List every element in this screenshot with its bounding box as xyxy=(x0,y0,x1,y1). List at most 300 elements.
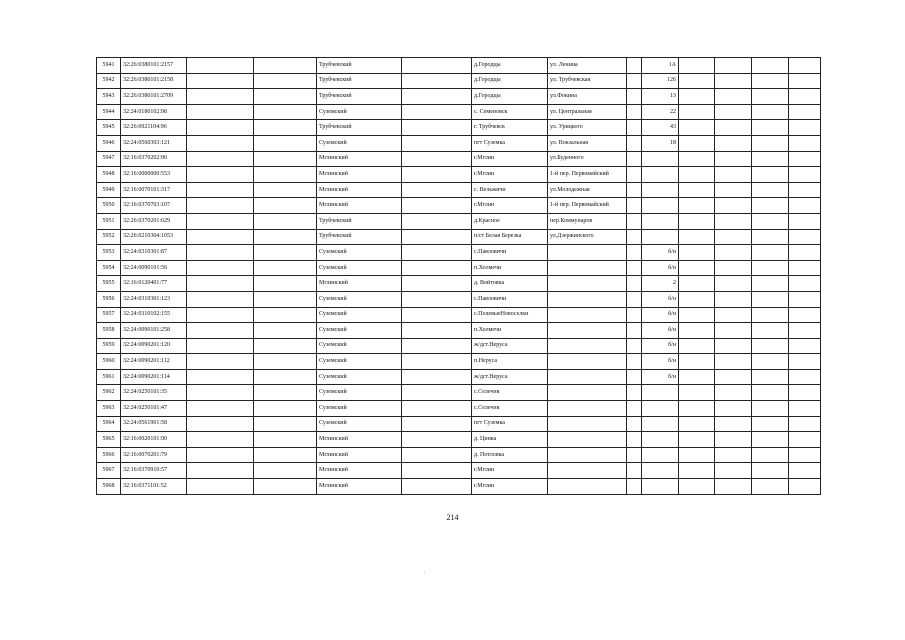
empty-cell xyxy=(789,229,821,245)
empty-cell xyxy=(402,58,472,74)
empty-cell xyxy=(789,354,821,370)
table-row xyxy=(97,291,821,307)
empty-cell xyxy=(679,73,715,89)
empty-cell xyxy=(752,104,789,120)
house-number-cell xyxy=(642,182,679,198)
district-cell: Мглинский xyxy=(317,182,402,198)
district-cell: Мглинский xyxy=(317,276,402,292)
empty-cell xyxy=(627,89,642,105)
empty-cell xyxy=(789,432,821,448)
empty-cell xyxy=(187,463,254,479)
empty-cell xyxy=(715,291,752,307)
empty-cell xyxy=(187,89,254,105)
empty-cell xyxy=(752,291,789,307)
empty-cell xyxy=(187,432,254,448)
empty-cell xyxy=(402,167,472,183)
empty-cell xyxy=(627,338,642,354)
cadastral-number-cell: 32:24:0090101:258 xyxy=(121,323,187,339)
record-number-cell: 5959 xyxy=(97,338,121,354)
empty-cell xyxy=(789,120,821,136)
empty-cell xyxy=(752,213,789,229)
empty-cell xyxy=(752,135,789,151)
empty-cell xyxy=(752,369,789,385)
empty-cell xyxy=(187,73,254,89)
locality-cell: г.Мглин xyxy=(472,479,548,495)
record-number-cell: 5944 xyxy=(97,104,121,120)
street-cell xyxy=(548,401,627,417)
house-number-cell: 13 xyxy=(642,89,679,105)
district-cell: Суземский xyxy=(317,369,402,385)
street-cell: 1-й пер. Первомайский xyxy=(548,167,627,183)
empty-cell xyxy=(254,479,317,495)
empty-cell xyxy=(789,276,821,292)
district-cell: Суземский xyxy=(317,385,402,401)
record-number-cell: 5958 xyxy=(97,323,121,339)
empty-cell xyxy=(187,245,254,261)
empty-cell xyxy=(752,89,789,105)
empty-cell xyxy=(679,135,715,151)
empty-cell xyxy=(679,120,715,136)
empty-cell xyxy=(715,104,752,120)
empty-cell xyxy=(789,260,821,276)
locality-cell: с.Павловичи xyxy=(472,291,548,307)
district-cell: Суземский xyxy=(317,104,402,120)
empty-cell xyxy=(254,229,317,245)
empty-cell xyxy=(254,463,317,479)
table-row xyxy=(97,229,821,245)
record-number-cell: 5960 xyxy=(97,354,121,370)
empty-cell xyxy=(752,73,789,89)
street-cell: ул. Вокзальная xyxy=(548,135,627,151)
empty-cell xyxy=(187,229,254,245)
empty-cell xyxy=(187,369,254,385)
empty-cell xyxy=(679,151,715,167)
empty-cell xyxy=(627,104,642,120)
district-cell: Мглинский xyxy=(317,463,402,479)
empty-cell xyxy=(254,401,317,417)
street-cell xyxy=(548,245,627,261)
district-cell: Суземский xyxy=(317,354,402,370)
empty-cell xyxy=(254,104,317,120)
empty-cell xyxy=(187,260,254,276)
table-row xyxy=(97,245,821,261)
empty-cell xyxy=(715,73,752,89)
locality-cell: д.Городцы xyxy=(472,89,548,105)
house-number-cell xyxy=(642,479,679,495)
empty-cell xyxy=(679,338,715,354)
empty-cell xyxy=(402,213,472,229)
record-number-cell: 5956 xyxy=(97,291,121,307)
locality-cell: с. Вельжичи xyxy=(472,182,548,198)
table-row xyxy=(97,167,821,183)
record-number-cell: 5966 xyxy=(97,447,121,463)
scan-artifact xyxy=(424,572,425,573)
record-number-cell: 5953 xyxy=(97,245,121,261)
locality-cell: г.Мглин xyxy=(472,463,548,479)
record-number-cell: 5964 xyxy=(97,416,121,432)
district-cell: Мглинский xyxy=(317,167,402,183)
house-number-cell xyxy=(642,447,679,463)
house-number-cell: 18 xyxy=(642,135,679,151)
empty-cell xyxy=(752,463,789,479)
empty-cell xyxy=(627,73,642,89)
empty-cell xyxy=(254,151,317,167)
cadastral-number-cell: 32:16:0370202:90 xyxy=(121,151,187,167)
cadastral-number-cell: 32:16:0371101:52 xyxy=(121,479,187,495)
empty-cell xyxy=(187,104,254,120)
table-row xyxy=(97,182,821,198)
empty-cell xyxy=(187,167,254,183)
cadastral-number-cell: 32:26:0370201:629 xyxy=(121,213,187,229)
empty-cell xyxy=(789,447,821,463)
record-number-cell: 5962 xyxy=(97,385,121,401)
table-row xyxy=(97,104,821,120)
district-cell: Мглинский xyxy=(317,447,402,463)
empty-cell xyxy=(402,463,472,479)
empty-cell xyxy=(187,151,254,167)
locality-cell: г.Мглин xyxy=(472,151,548,167)
empty-cell xyxy=(187,135,254,151)
district-cell: Трубчевский xyxy=(317,120,402,136)
street-cell xyxy=(548,369,627,385)
empty-cell xyxy=(254,120,317,136)
record-number-cell: 5952 xyxy=(97,229,121,245)
empty-cell xyxy=(789,245,821,261)
house-number-cell: 126 xyxy=(642,73,679,89)
house-number-cell xyxy=(642,151,679,167)
cadastral-number-cell: 32:24:0310301:87 xyxy=(121,245,187,261)
street-cell: ул. Ленина xyxy=(548,58,627,74)
empty-cell xyxy=(627,369,642,385)
record-number-cell: 5957 xyxy=(97,307,121,323)
empty-cell xyxy=(254,167,317,183)
district-cell: Суземский xyxy=(317,260,402,276)
street-cell: ул. Трубчевская xyxy=(548,73,627,89)
empty-cell xyxy=(402,104,472,120)
street-cell xyxy=(548,385,627,401)
cadastral-number-cell: 32:24:0310102:155 xyxy=(121,307,187,323)
record-number-cell: 5948 xyxy=(97,167,121,183)
cadastral-number-cell: 32:26:0380101:2158 xyxy=(121,73,187,89)
empty-cell xyxy=(627,276,642,292)
record-number-cell: 5968 xyxy=(97,479,121,495)
table-row xyxy=(97,135,821,151)
empty-cell xyxy=(752,338,789,354)
empty-cell xyxy=(679,463,715,479)
empty-cell xyxy=(715,89,752,105)
table-row xyxy=(97,385,821,401)
empty-cell xyxy=(789,291,821,307)
empty-cell xyxy=(789,182,821,198)
empty-cell xyxy=(187,385,254,401)
empty-cell xyxy=(402,416,472,432)
house-number-cell: 1А xyxy=(642,58,679,74)
table-row xyxy=(97,58,821,74)
empty-cell xyxy=(254,260,317,276)
cadastral-number-cell: 32:16:0020101:90 xyxy=(121,432,187,448)
empty-cell xyxy=(254,245,317,261)
street-cell xyxy=(548,447,627,463)
house-number-cell xyxy=(642,385,679,401)
empty-cell xyxy=(402,401,472,417)
house-number-cell: 22 xyxy=(642,104,679,120)
locality-cell: ж/дст.Неруса xyxy=(472,338,548,354)
house-number-cell: 43 xyxy=(642,120,679,136)
empty-cell xyxy=(187,354,254,370)
record-number-cell: 5961 xyxy=(97,369,121,385)
empty-cell xyxy=(789,135,821,151)
table-row xyxy=(97,307,821,323)
empty-cell xyxy=(627,385,642,401)
cadastral-number-cell: 32:24:0090201:112 xyxy=(121,354,187,370)
empty-cell xyxy=(752,182,789,198)
empty-cell xyxy=(789,463,821,479)
district-cell: Мглинский xyxy=(317,151,402,167)
empty-cell xyxy=(402,479,472,495)
empty-cell xyxy=(715,354,752,370)
empty-cell xyxy=(715,167,752,183)
empty-cell xyxy=(679,276,715,292)
empty-cell xyxy=(679,104,715,120)
empty-cell xyxy=(254,73,317,89)
empty-cell xyxy=(789,479,821,495)
empty-cell xyxy=(679,307,715,323)
table-row xyxy=(97,416,821,432)
empty-cell xyxy=(627,401,642,417)
street-cell xyxy=(548,354,627,370)
cadastral-number-cell: 32:24:0250101:35 xyxy=(121,385,187,401)
district-cell: Суземский xyxy=(317,245,402,261)
table-row xyxy=(97,432,821,448)
empty-cell xyxy=(752,401,789,417)
empty-cell xyxy=(715,432,752,448)
locality-cell: г.Мглин xyxy=(472,167,548,183)
empty-cell xyxy=(752,447,789,463)
record-number-cell: 5947 xyxy=(97,151,121,167)
empty-cell xyxy=(752,167,789,183)
street-cell xyxy=(548,479,627,495)
empty-cell xyxy=(715,260,752,276)
cadastral-number-cell: 32:24:0561901:58 xyxy=(121,416,187,432)
district-cell: Мглинский xyxy=(317,432,402,448)
empty-cell xyxy=(402,229,472,245)
house-number-cell: б/н xyxy=(642,354,679,370)
street-cell: ул.Молодежная xyxy=(548,182,627,198)
locality-cell: п.Неруса xyxy=(472,354,548,370)
street-cell: ул.Дзержинского xyxy=(548,229,627,245)
empty-cell xyxy=(715,229,752,245)
empty-cell xyxy=(187,401,254,417)
empty-cell xyxy=(752,260,789,276)
table-row xyxy=(97,120,821,136)
record-number-cell: 5941 xyxy=(97,58,121,74)
locality-cell: с.ПолевыеНовоселки xyxy=(472,307,548,323)
empty-cell xyxy=(679,354,715,370)
empty-cell xyxy=(627,447,642,463)
house-number-cell xyxy=(642,213,679,229)
locality-cell: д.Городцы xyxy=(472,58,548,74)
empty-cell xyxy=(627,151,642,167)
street-cell: пер.Коммунаров xyxy=(548,213,627,229)
empty-cell xyxy=(679,447,715,463)
house-number-cell xyxy=(642,229,679,245)
empty-cell xyxy=(187,58,254,74)
table-row xyxy=(97,276,821,292)
empty-cell xyxy=(715,276,752,292)
street-cell: 1-й пер. Первомайский xyxy=(548,198,627,214)
empty-cell xyxy=(679,291,715,307)
empty-cell xyxy=(254,276,317,292)
district-cell: Суземский xyxy=(317,291,402,307)
empty-cell xyxy=(752,120,789,136)
empty-cell xyxy=(254,447,317,463)
table-row xyxy=(97,338,821,354)
empty-cell xyxy=(187,198,254,214)
table-row xyxy=(97,151,821,167)
district-cell: Суземский xyxy=(317,307,402,323)
table-row xyxy=(97,73,821,89)
empty-cell xyxy=(679,213,715,229)
district-cell: Мглинский xyxy=(317,198,402,214)
empty-cell xyxy=(254,323,317,339)
cadastral-number-cell: 32:24:0090201:120 xyxy=(121,338,187,354)
empty-cell xyxy=(679,479,715,495)
empty-cell xyxy=(627,213,642,229)
empty-cell xyxy=(789,369,821,385)
empty-cell xyxy=(627,182,642,198)
empty-cell xyxy=(679,432,715,448)
record-number-cell: 5954 xyxy=(97,260,121,276)
empty-cell xyxy=(789,401,821,417)
empty-cell xyxy=(254,213,317,229)
empty-cell xyxy=(402,276,472,292)
empty-cell xyxy=(627,323,642,339)
empty-cell xyxy=(789,323,821,339)
empty-cell xyxy=(752,307,789,323)
table-row xyxy=(97,479,821,495)
locality-cell: г.Мглин xyxy=(472,198,548,214)
empty-cell xyxy=(402,432,472,448)
empty-cell xyxy=(402,73,472,89)
locality-cell: д. Потловка xyxy=(472,447,548,463)
locality-cell: с.Павловичи xyxy=(472,245,548,261)
record-number-cell: 5949 xyxy=(97,182,121,198)
empty-cell xyxy=(679,58,715,74)
empty-cell xyxy=(402,307,472,323)
cadastral-number-cell: 32:24:0090101:56 xyxy=(121,260,187,276)
empty-cell xyxy=(715,245,752,261)
locality-cell: д. Войтовка xyxy=(472,276,548,292)
locality-cell: п/ст Белая Березка xyxy=(472,229,548,245)
record-number-cell: 5946 xyxy=(97,135,121,151)
empty-cell xyxy=(627,291,642,307)
record-number-cell: 5967 xyxy=(97,463,121,479)
empty-cell xyxy=(789,307,821,323)
locality-cell: д. Цинка xyxy=(472,432,548,448)
street-cell: ул.Фокина xyxy=(548,89,627,105)
empty-cell xyxy=(254,385,317,401)
empty-cell xyxy=(715,213,752,229)
empty-cell xyxy=(752,479,789,495)
table-row xyxy=(97,323,821,339)
house-number-cell xyxy=(642,432,679,448)
empty-cell xyxy=(627,479,642,495)
empty-cell xyxy=(789,213,821,229)
cadastral-number-cell: 32:16:0370910:57 xyxy=(121,463,187,479)
cadastral-number-cell: 32:16:0120401:77 xyxy=(121,276,187,292)
cadastral-number-cell: 32:24:0250101:47 xyxy=(121,401,187,417)
empty-cell xyxy=(789,73,821,89)
empty-cell xyxy=(715,182,752,198)
cadastral-number-cell: 32:16:0370703:107 xyxy=(121,198,187,214)
locality-cell: с.Селечня xyxy=(472,401,548,417)
record-number-cell: 5955 xyxy=(97,276,121,292)
empty-cell xyxy=(627,229,642,245)
empty-cell xyxy=(254,182,317,198)
empty-cell xyxy=(402,260,472,276)
empty-cell xyxy=(715,416,752,432)
empty-cell xyxy=(752,229,789,245)
cadastral-number-cell: 32:24:0560303:121 xyxy=(121,135,187,151)
empty-cell xyxy=(187,213,254,229)
house-number-cell xyxy=(642,463,679,479)
street-cell: ул. Урицкого xyxy=(548,120,627,136)
empty-cell xyxy=(402,354,472,370)
empty-cell xyxy=(679,89,715,105)
house-number-cell xyxy=(642,401,679,417)
street-cell xyxy=(548,307,627,323)
empty-cell xyxy=(679,229,715,245)
empty-cell xyxy=(679,385,715,401)
empty-cell xyxy=(752,151,789,167)
page-number: 214 xyxy=(446,513,459,522)
street-cell xyxy=(548,416,627,432)
empty-cell xyxy=(679,260,715,276)
empty-cell xyxy=(627,167,642,183)
table-row xyxy=(97,89,821,105)
empty-cell xyxy=(402,198,472,214)
empty-cell xyxy=(752,385,789,401)
empty-cell xyxy=(402,338,472,354)
table-row xyxy=(97,369,821,385)
empty-cell xyxy=(715,463,752,479)
empty-cell xyxy=(627,432,642,448)
empty-cell xyxy=(679,245,715,261)
empty-cell xyxy=(254,291,317,307)
record-number-cell: 5942 xyxy=(97,73,121,89)
empty-cell xyxy=(679,182,715,198)
empty-cell xyxy=(254,416,317,432)
empty-cell xyxy=(752,245,789,261)
empty-cell xyxy=(715,151,752,167)
empty-cell xyxy=(752,276,789,292)
cadastral-number-cell: 32:26:0380101:2157 xyxy=(121,58,187,74)
empty-cell xyxy=(715,369,752,385)
empty-cell xyxy=(187,291,254,307)
empty-cell xyxy=(627,260,642,276)
empty-cell xyxy=(254,432,317,448)
table-row xyxy=(97,354,821,370)
empty-cell xyxy=(752,416,789,432)
empty-cell xyxy=(187,323,254,339)
table-row xyxy=(97,198,821,214)
cadastral-number-cell: 32:16:0000000:553 xyxy=(121,167,187,183)
district-cell: Трубчевский xyxy=(317,89,402,105)
empty-cell xyxy=(627,354,642,370)
empty-cell xyxy=(715,479,752,495)
street-cell xyxy=(548,291,627,307)
cadastral-number-cell: 32:24:0180102:98 xyxy=(121,104,187,120)
